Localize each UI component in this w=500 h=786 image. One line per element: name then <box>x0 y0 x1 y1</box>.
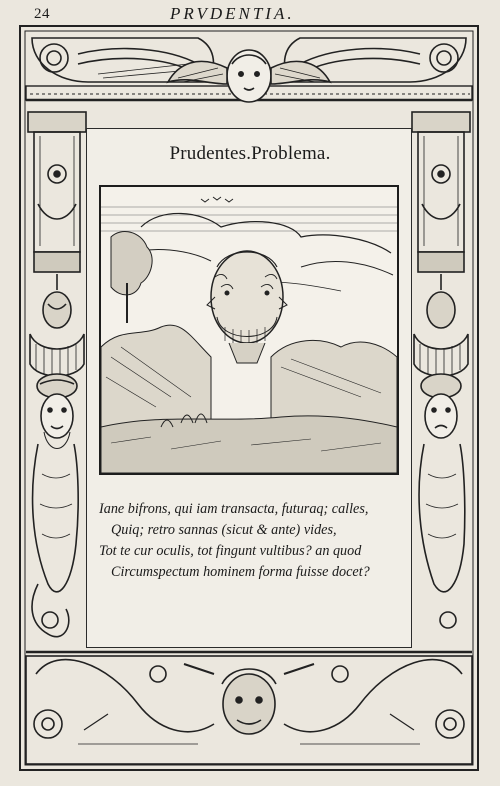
verse-line: Iane bifrons, qui iam transacta, futuraq; calles, <box>99 501 369 517</box>
emblem-panel <box>86 128 412 648</box>
emblem-title: Prudentes.Problema. <box>169 143 331 164</box>
janus-head-icon <box>207 251 287 363</box>
turbaned-herm-icon <box>37 374 77 449</box>
page-number: 24 <box>34 6 50 22</box>
verse-line: Circumspectum hominem forma fuisse docet? <box>111 564 370 580</box>
verse-line: Tot te cur oculis, tot fingunt vultibus? an quod <box>99 543 362 559</box>
running-head <box>0 4 500 26</box>
pendant-vase-icon <box>43 274 71 328</box>
left-pilaster <box>28 112 86 637</box>
rosette-icon <box>48 165 66 183</box>
grotesque-mask-icon <box>184 664 314 734</box>
running-title: PRVDENTIA. <box>170 4 295 23</box>
verse-line: Quiq; retro sannas (sicut & ante) vides, <box>111 522 337 538</box>
right-pilaster <box>412 112 470 628</box>
emblem-verse <box>99 499 405 583</box>
bottom-frieze <box>26 652 472 764</box>
janus-woodcut <box>99 185 399 475</box>
